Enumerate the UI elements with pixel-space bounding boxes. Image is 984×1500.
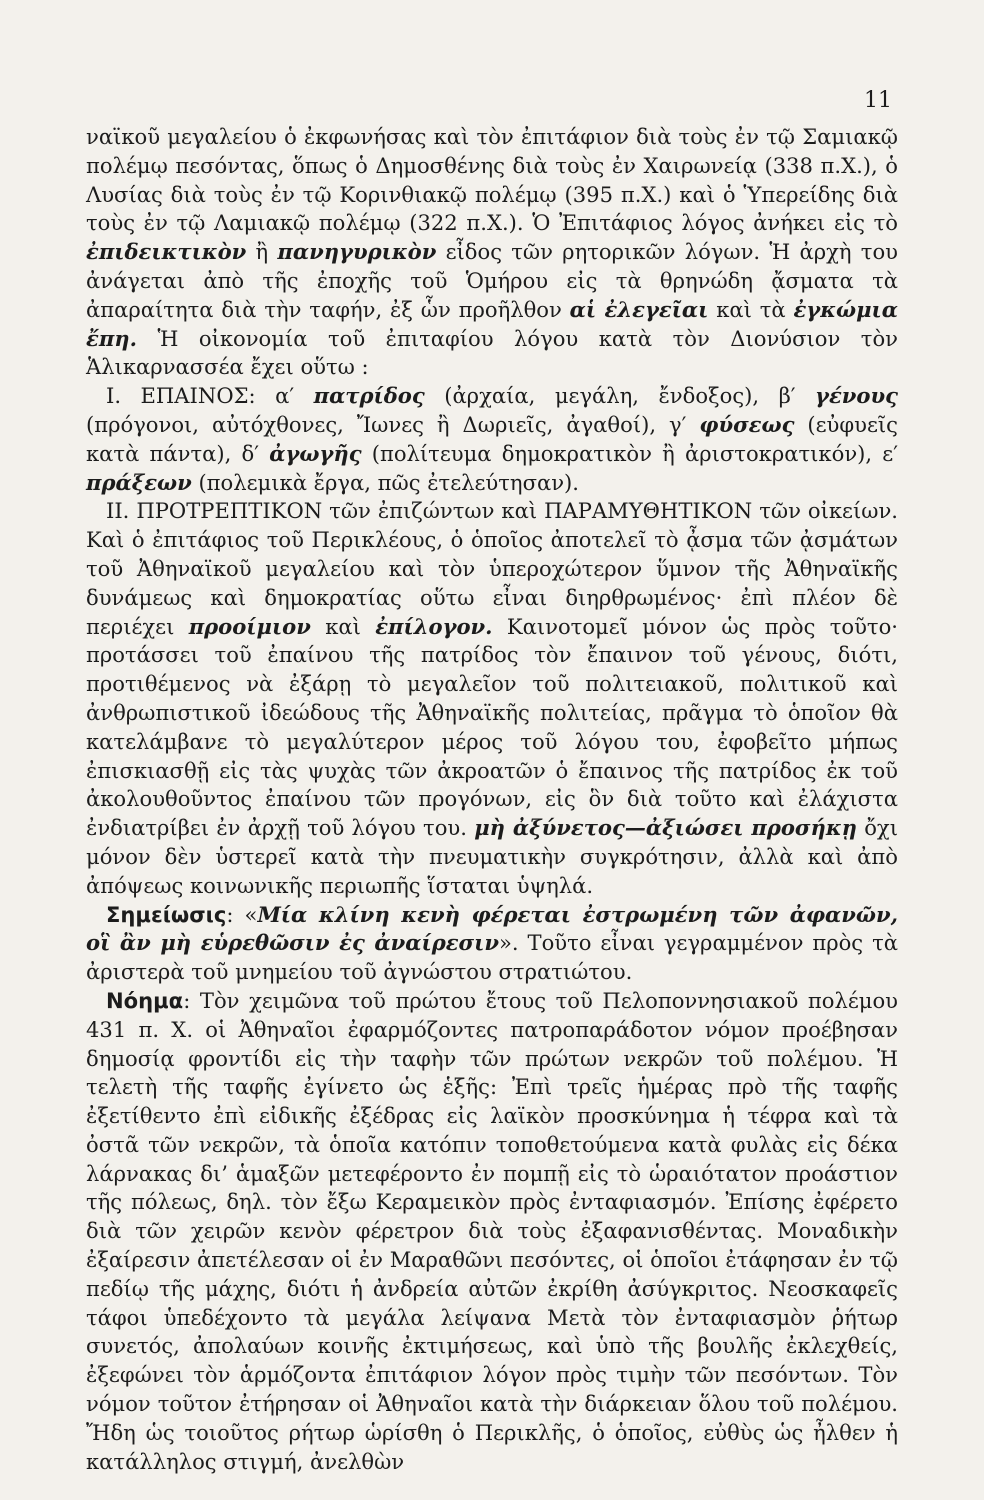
text-run: ὄχι μόνον δὲν ὑστερεῖ κατὰ τὴν πνευματικὴν συγκρότησιν, ἀλλὰ καὶ ἀπὸ ἀπόψεως κοινωνικῆς περιωπῆς ἵσταται ὑψηλά. [86, 815, 898, 898]
emphasis-text: πανηγυρικὸν [277, 239, 437, 265]
emphasis-text: ἐπιδεικτικὸν [86, 239, 247, 265]
text-run: εἶδος τῶν ρητορικῶν λόγων. Ἡ ἀρχὴ του ἀνάγεται ἀπὸ τῆς ἐποχῆς τοῦ Ὁμήρου εἰς τὰ θρηνώδη ᾄσματα τὰ ἀπαραίτητα διὰ τὴν ταφήν, ἐξ ὧν προῆλθον [86, 239, 898, 322]
emphasis-text: ἀγωγῆς [269, 440, 362, 466]
emphasis-text: προοίμιον [188, 613, 311, 639]
text-run: II. ΠΡΟΤΡΕΠΤΙΚΟΝ τῶν ἐπιζώντων καὶ ΠΑΡΑΜΥΘΗΤΙΚΟΝ τῶν οἰκείων. Καὶ ὁ ἐπιτάφιος τοῦ Περικλέους, ὁ ὁποῖος ἀποτελεῖ τὸ ᾆσμα τῶν ᾀσμάτων τοῦ Ἀθηναϊκοῦ μεγαλείου καὶ τὸν ὑπεροχώτερον ὕμνον τῆς Ἀθηναϊκῆς δυνάμεως καὶ δημοκρατίας οὕτω εἶναι διηρθρωμένος· ἐπὶ πλέον δὲ περιέχει [86, 498, 898, 639]
text-run: ναϊκοῦ μεγαλείου ὁ ἐκφωνήσας καὶ τὸν ἐπιτάφιον διὰ τοὺς ἐν τῷ Σαμιακῷ πολέμῳ πεσόντας, ὅπως ὁ Δημοσθένης διὰ τοὺς ἐν Χαιρωνείᾳ (338 π.Χ.), ὁ Λυσίας διὰ τοὺς ἐν τῷ Κορινθιακῷ πολέμῳ (395 π.Χ.) καὶ ὁ Ὑπερείδης διὰ τοὺς ἐν τῷ Λαμιακῷ πολέμῳ (322 π.Χ.). Ὁ Ἐπιτάφιος λόγος ἀνήκει εἰς τὸ [86, 124, 898, 236]
text-run: καὶ τὰ [708, 296, 794, 322]
paragraph-meaning [86, 987, 898, 1477]
emphasis-text: φύσεως [699, 411, 795, 437]
text-run: (ἀρχαία, μεγάλη, ἔνδοξος), β′ [424, 383, 816, 409]
emphasis-text: πράξεων [86, 469, 192, 495]
text-run: (εὐφυεῖς κατὰ πάντα), δ′ [86, 411, 898, 466]
body-text [86, 123, 898, 1476]
text-run: ». Τοῦτο εἶναι γεγραμμένον πρὸς τὰ ἀριστερὰ τοῦ μνημείου τοῦ ἀγνώστου στρατιώτου. [86, 930, 898, 985]
text-run: Ἡ οἰκονομία τοῦ ἐπιταφίου λόγου κατὰ τὸν Διονύσιον τὸν Ἁλικαρνασσέα ἔχει οὕτω : [86, 325, 898, 380]
text-run: (πολίτευμα δημοκρατικὸν ἢ ἀριστοκρατικόν), ε′ [361, 440, 898, 466]
text-run: καὶ [310, 613, 376, 639]
emphasis-text: αἱ ἐλεγεῖαι [569, 296, 709, 322]
emphasis-text: Μία κλίνη κενὴ φέρεται ἐστρωμένη τῶν ἀφανῶν, οἳ ἂν μὴ εὑρεθῶσιν ἐς ἀναίρεσιν [86, 901, 898, 956]
paragraph-praise-section [86, 382, 898, 497]
emphasis-text: μὴ ἀξύνετος—ἀξιώσει προσήκῃ [474, 815, 857, 841]
emphasis-text: γένους [815, 383, 898, 409]
emphasis-text: ἐγκώμια ἔπη. [86, 296, 898, 351]
text-run: : Τὸν χειμῶνα τοῦ πρώτου ἔτους τοῦ Πελοποννησιακοῦ πολέμου 431 π. Χ. οἱ Ἀθηναῖοι ἐφαρμόζοντες πατροπαράδοτον νόμον προέβησαν δημοσίᾳ φροντίδι εἰς τὴν ταφὴν τῶν πρώτων νεκρῶν τοῦ πολέμου. Ἡ τελετὴ τῆς ταφῆς ἐγίνετο ὡς ἑξῆς: Ἐπὶ τρεῖς ἡμέρας πρὸ τῆς ταφῆς ἐξετίθεντο ἐπὶ εἰδικῆς ἐξέδρας εἰς λαϊκὸν προσκύνημα ἡ τέφρα καὶ τὰ ὀστᾶ τῶν νεκρῶν, τὰ ὁποῖα κατόπιν τοποθετούμενα κατὰ φυλὰς εἰς δέκα λάρνακας δι’ ἁμαξῶν μετεφέροντο ἐν πομπῇ εἰς τὸ ὡραιότατον προάστιον τῆς πόλεως, δηλ. τὸν ἔξω Κεραμεικὸν πρὸς ἐνταφιασμόν. Ἐπίσης ἐφέρετο διὰ τῶν χειρῶν κενὸν φέρετρον διὰ τοὺς ἐξαφανισθέντας. Μοναδικὴν ἐξαίρεσιν ἀπετέλεσαν οἱ ἐν Μαραθῶνι πεσόντες, οἱ ὁποῖοι ἐτάφησαν ἐν τῷ πεδίῳ τῆς μάχης, διότι ἡ ἀνδρεία αὐτῶν ἐκρίθη ἀσύγκριτος. Νεοσκαφεῖς τάφοι ὑπεδέχοντο τὰ μεγάλα λείψανα Μετὰ τὸν ἐνταφιασμὸν ῥήτωρ συνετός, ἀπολαύων κοινῆς ἐκτιμήσεως, καὶ ὑπὸ τῆς βουλῆς ἐκλεχθείς, ἐξεφώνει τὸν ἁρμόζοντα ἐπιτάφιον λόγον πρὸς τιμὴν τῶν πεσόντων. Τὸν νόμον τοῦτον ἐτήρησαν οἱ Ἀθηναῖοι κατὰ τὴν διάρκειαν ὅλου τοῦ πολέμου. Ἤδη ὡς τοιοῦτος ρήτωρ ὡρίσθη ὁ Περικλῆς, ὁ ὁποῖος, εὐθὺς ὡς ἦλθεν ἡ κατάλληλος στιγμή, ἀνελθὼν [86, 987, 898, 1474]
page-number: 11 [864, 88, 892, 113]
note-label: Σημείωσις [106, 901, 227, 927]
paragraph-intro [86, 123, 898, 382]
paragraph-exhortation-section [86, 497, 898, 900]
paragraph-note [86, 901, 898, 987]
text-run: : « [226, 901, 258, 927]
text-run: I. ΕΠΑΙΝΟΣ: α′ [106, 383, 314, 409]
text-run: (πολεμικὰ ἔργα, πῶς ἐτελεύτησαν). [191, 469, 579, 495]
text-run: (πρόγονοι, αὐτόχθονες, Ἴωνες ἢ Δωριεῖς, ἀγαθοί), γ′ [86, 411, 700, 437]
text-run: Καινοτομεῖ μόνον ὡς πρὸς τοῦτο· προτάσσει τοῦ ἐπαίνου τῆς πατρίδος τὸν ἔπαινον τοῦ γένους, διότι, προτιθέμενος νὰ ἐξάρῃ τὸ μεγαλεῖον τοῦ πολιτειακοῦ, πολιτικοῦ καὶ ἀνθρωπιστικοῦ ἰδεώδους τῆς Ἀθηναϊκῆς πολιτείας, πρᾶγμα τὸ ὁποῖον θὰ κατελάμβανε τὸ μεγαλύτερον μέρος τοῦ λόγου του, ἐφοβεῖτο μήπως ἐπισκιασθῇ εἰς τὰς ψυχὰς τῶν ἀκροατῶν ὁ ἔπαινος τῆς πατρίδος ἐκ τοῦ ἀκολουθοῦντος ἐπαίνου τῶν προγόνων, εἰς ὃν διὰ τοῦτο καὶ ἐλάχιστα ἐνδιατρίβει ἐν ἀρχῇ τοῦ λόγου του. [86, 613, 899, 841]
text-run: ἢ [246, 239, 278, 265]
emphasis-text: ἐπίλογον. [375, 613, 493, 639]
note-label: Νόημα [106, 987, 184, 1013]
emphasis-text: πατρίδος [313, 383, 425, 409]
